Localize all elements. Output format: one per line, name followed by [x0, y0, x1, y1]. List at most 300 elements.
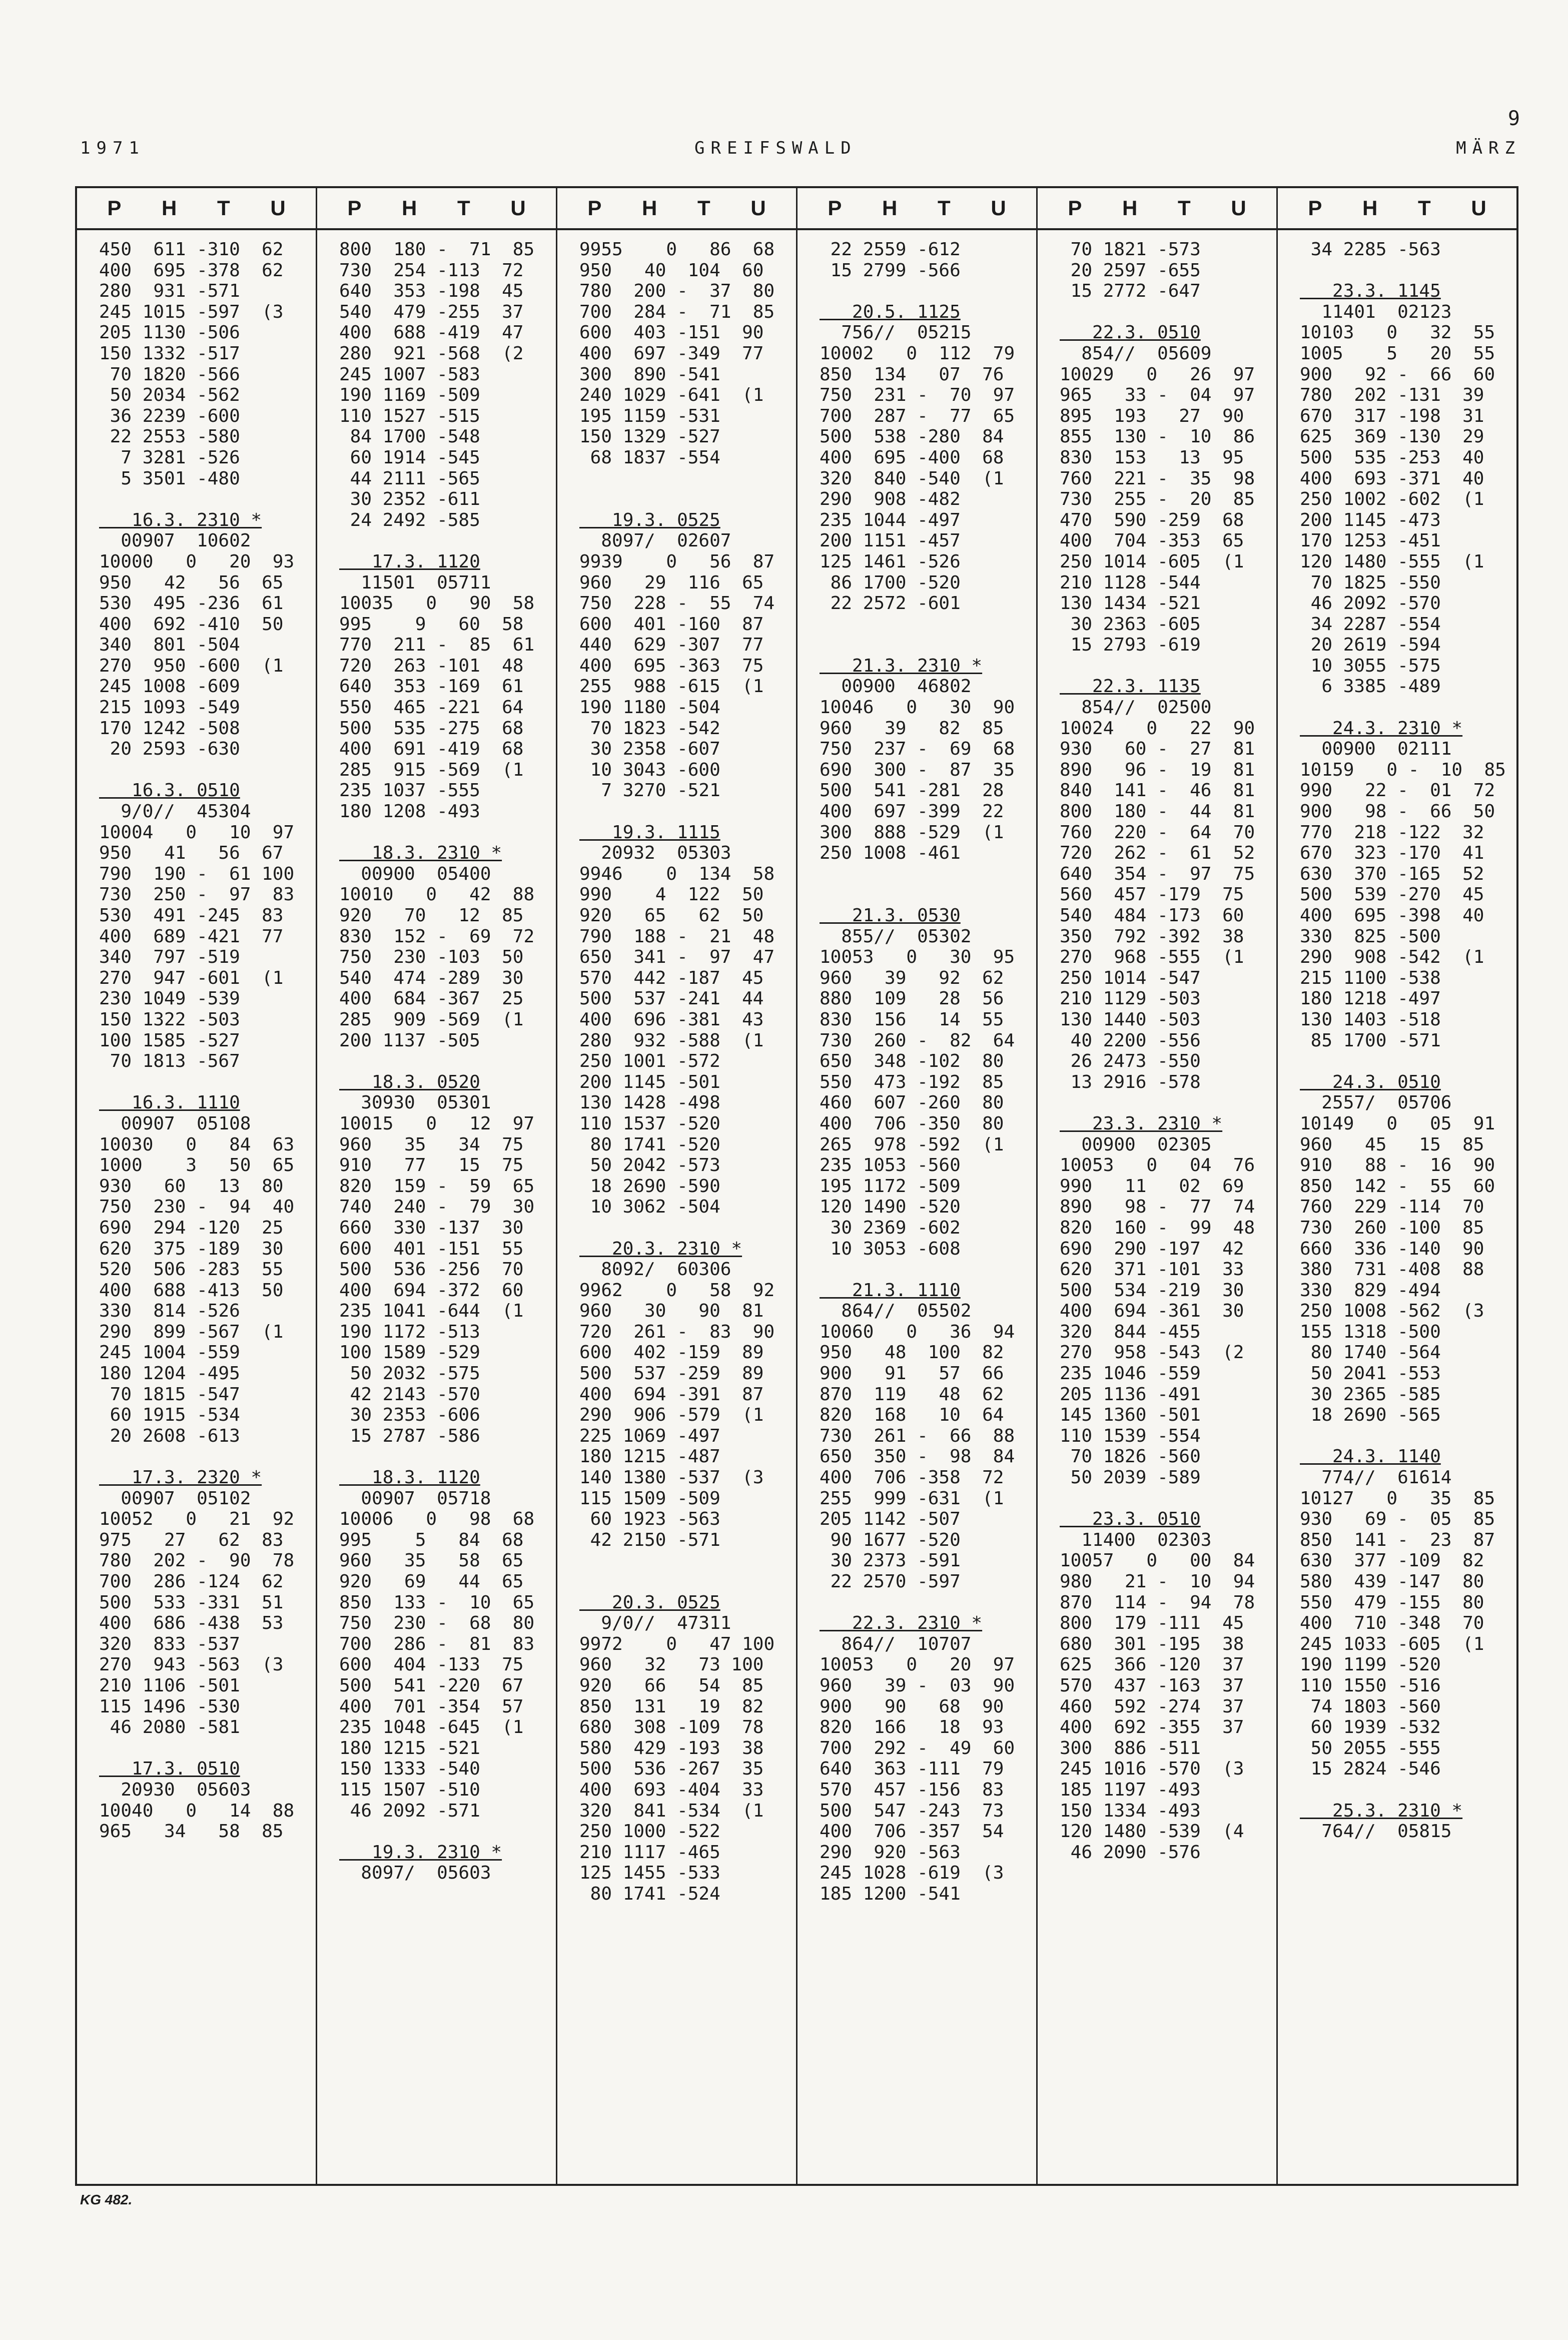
data-row: 500 537 -259 89 [579, 1363, 764, 1384]
data-row: 650 341 - 97 47 [579, 947, 775, 968]
data-row: 15 2772 -647 [1060, 281, 1201, 302]
data-row: 864// 05502 [820, 1301, 972, 1322]
sounding-heading: 18.3. 1120 [339, 1467, 480, 1488]
data-row: 720 262 - 61 52 [1060, 843, 1255, 864]
data-row: 1005 5 20 55 [1300, 343, 1495, 364]
data-row: 235 1041 -644 (1 [339, 1301, 524, 1322]
data-row: 400 688 -413 50 [99, 1280, 284, 1301]
data-row: 400 694 -361 30 [1060, 1301, 1244, 1322]
sounding-heading: 20.3. 2310 * [579, 1238, 742, 1259]
data-row: 10103 0 32 55 [1300, 322, 1495, 343]
data-row: 265 978 -592 (1 [820, 1134, 1004, 1155]
data-row: 756// 05215 [820, 322, 972, 343]
data-row: 910 77 15 75 [339, 1155, 524, 1176]
data-row: 570 437 -163 37 [1060, 1675, 1244, 1696]
data-row: 930 60 - 27 81 [1060, 739, 1255, 760]
data-row: 500 533 -331 51 [99, 1592, 284, 1613]
data-row: 270 947 -601 (1 [99, 967, 284, 988]
data-row: 86 1700 -520 [820, 572, 961, 593]
sounding-heading: 19.3. 0525 [579, 509, 720, 530]
data-row: 870 119 48 62 [820, 1384, 1004, 1405]
data-row: 400 692 -410 50 [99, 614, 284, 635]
column-header-label: P [107, 196, 122, 220]
data-row: 900 91 57 66 [820, 1363, 1004, 1384]
data-row: 730 261 - 66 88 [820, 1425, 1015, 1446]
data-row: 10057 0 00 84 [1060, 1550, 1255, 1571]
data-row: 500 541 -281 28 [820, 780, 1004, 801]
column-header-label: U [270, 196, 286, 220]
data-row: 36 2239 -600 [99, 405, 240, 426]
data-row: 46 2090 -576 [1060, 1842, 1201, 1863]
data-row: 46 2092 -570 [1300, 593, 1441, 614]
data-row: 200 1145 -501 [579, 1071, 720, 1092]
data-row: 400 695 -363 75 [579, 655, 764, 676]
spacer [579, 468, 788, 489]
data-row: 70 1823 -542 [579, 718, 720, 739]
column-header [317, 188, 556, 230]
data-row: 270 968 -555 (1 [1060, 947, 1244, 968]
data-row: 850 134 07 76 [820, 364, 1004, 385]
column-header-label: U [991, 196, 1006, 220]
data-row: 30 2353 -606 [339, 1405, 480, 1426]
sounding-heading: 20.3. 0525 [579, 1592, 720, 1613]
data-row: 720 263 -101 48 [339, 655, 524, 676]
data-row: 500 536 -267 35 [579, 1759, 764, 1780]
sounding-heading: 17.3. 2320 * [99, 1467, 262, 1488]
data-row: 250 1014 -547 [1060, 967, 1201, 988]
data-row: 770 218 -122 32 [1300, 822, 1484, 843]
data-row: 00907 10602 [99, 530, 251, 551]
data-row: 400 686 -438 53 [99, 1613, 284, 1634]
data-row: 10029 0 26 97 [1060, 364, 1255, 385]
data-row: 730 260 - 82 64 [820, 1030, 1015, 1051]
data-row: 150 1333 -540 [339, 1759, 480, 1780]
data-row: 18 2690 -565 [1300, 1405, 1441, 1426]
data-row: 500 535 -275 68 [339, 718, 524, 739]
data-row: 210 1106 -501 [99, 1675, 240, 1696]
data-row: 730 250 - 97 83 [99, 884, 295, 905]
data-row: 330 814 -526 [99, 1301, 240, 1322]
data-row: 854// 05609 [1060, 343, 1212, 364]
sounding-heading: 19.3. 1115 [579, 822, 720, 843]
sounding-heading: 23.3. 2310 * [1060, 1113, 1223, 1134]
data-row: 115 1496 -530 [99, 1696, 240, 1717]
column-header-label: U [510, 196, 526, 220]
data-row: 60 1914 -545 [339, 447, 480, 468]
data-row: 550 473 -192 85 [820, 1071, 1004, 1092]
data-row: 245 1016 -570 (3 [1060, 1759, 1244, 1780]
data-row: 930 60 13 80 [99, 1176, 284, 1197]
header-year: 1971 [80, 138, 145, 158]
column-header-label: U [750, 196, 766, 220]
data-row: 30 2369 -602 [820, 1217, 961, 1238]
data-row: 90 1677 -520 [820, 1529, 961, 1550]
data-row: 730 255 - 20 85 [1060, 489, 1255, 510]
data-row: 270 950 -600 (1 [99, 655, 284, 676]
spacer [1060, 656, 1268, 677]
data-row: 230 1049 -539 [99, 988, 240, 1009]
data-row: 210 1117 -465 [579, 1842, 720, 1863]
data-row: 00907 05108 [99, 1113, 251, 1134]
data-row: 450 611 -310 62 [99, 239, 284, 260]
data-row: 670 323 -170 41 [1300, 843, 1484, 864]
data-row: 255 988 -615 (1 [579, 676, 764, 697]
data-row: 30 2365 -585 [1300, 1384, 1441, 1405]
data-row: 930 69 - 05 85 [1300, 1509, 1495, 1530]
column-header-label: P [1068, 196, 1082, 220]
page-header [80, 138, 1521, 168]
data-row: 960 45 15 85 [1300, 1134, 1484, 1155]
data-row: 140 1380 -537 (3 [579, 1467, 764, 1488]
sounding-heading: 16.3. 1110 [99, 1092, 240, 1113]
data-row: 790 188 - 21 48 [579, 926, 775, 947]
spacer [579, 1218, 788, 1239]
data-row: 910 88 - 16 90 [1300, 1155, 1495, 1176]
data-row: 185 1200 -541 [820, 1883, 961, 1904]
sounding-heading: 19.3. 2310 * [339, 1842, 502, 1863]
data-row: 10053 0 04 76 [1060, 1155, 1255, 1176]
table-column [557, 188, 798, 2184]
data-row: 245 1008 -609 [99, 676, 240, 697]
data-row: 74 1803 -560 [1300, 1696, 1441, 1717]
column-body [798, 230, 1036, 1905]
data-row: 600 401 -151 55 [339, 1238, 524, 1259]
data-row: 22 2559 -612 [820, 239, 961, 260]
data-row: 960 39 82 85 [820, 718, 1004, 739]
data-row: 10149 0 05 91 [1300, 1113, 1495, 1134]
data-row: 700 286 - 81 83 [339, 1633, 535, 1654]
data-row: 125 1455 -533 [579, 1863, 720, 1884]
data-row: 285 909 -569 (1 [339, 1009, 524, 1030]
sounding-heading: 23.3. 0510 [1060, 1509, 1201, 1530]
data-row: 800 179 -111 45 [1060, 1613, 1244, 1634]
data-row: 400 693 -404 33 [579, 1779, 764, 1800]
table-column [1278, 188, 1516, 2184]
data-row: 180 1215 -487 [579, 1446, 720, 1467]
column-header-label: H [882, 196, 898, 220]
spacer [1300, 260, 1508, 281]
data-row: 520 506 -283 55 [99, 1259, 284, 1280]
column-body [77, 230, 316, 1842]
data-row: 9/0// 45304 [99, 801, 251, 822]
data-row: 890 96 - 19 81 [1060, 759, 1255, 780]
column-body [557, 230, 796, 1905]
data-row: 820 159 - 59 65 [339, 1176, 535, 1197]
data-row: 30 2363 -605 [1060, 614, 1201, 635]
spacer [339, 822, 548, 843]
data-row: 630 370 -165 52 [1300, 863, 1484, 884]
data-row: 270 943 -563 (3 [99, 1654, 284, 1675]
data-row: 440 629 -307 77 [579, 635, 764, 656]
data-row: 400 706 -358 72 [820, 1467, 1004, 1488]
data-row: 380 731 -408 88 [1300, 1259, 1484, 1280]
column-header [557, 188, 796, 230]
data-row: 195 1172 -509 [820, 1176, 961, 1197]
data-row: 60 1939 -532 [1300, 1717, 1441, 1738]
data-row: 30 2352 -611 [339, 489, 480, 510]
sounding-heading: 24.3. 1140 [1300, 1446, 1441, 1467]
data-row: 400 704 -353 65 [1060, 530, 1244, 551]
data-row: 690 290 -197 42 [1060, 1238, 1244, 1259]
data-row: 120 1480 -555 (1 [1300, 551, 1484, 572]
data-row: 24 2492 -585 [339, 509, 480, 530]
data-row: 20 2608 -613 [99, 1425, 240, 1446]
data-row: 00900 02111 [1300, 739, 1452, 760]
column-header-label: T [457, 196, 470, 220]
data-row: 44 2111 -565 [339, 468, 480, 489]
data-row: 290 920 -563 [820, 1842, 961, 1863]
data-row: 650 350 - 98 84 [820, 1446, 1015, 1467]
sounding-heading: 18.3. 2310 * [339, 843, 502, 864]
spacer [99, 1446, 308, 1467]
data-row: 245 1004 -559 [99, 1342, 240, 1363]
data-row: 300 886 -511 [1060, 1737, 1201, 1759]
data-row: 00900 02305 [1060, 1134, 1212, 1155]
data-row: 950 48 100 82 [820, 1342, 1004, 1363]
data-row: 15 2824 -546 [1300, 1759, 1441, 1780]
data-row: 11401 02123 [1300, 301, 1452, 322]
data-row: 70 1820 -566 [99, 364, 240, 385]
spacer [1060, 1488, 1268, 1509]
data-row: 250 1001 -572 [579, 1051, 720, 1072]
data-row: 50 2034 -562 [99, 385, 240, 406]
data-row: 30930 05301 [339, 1092, 491, 1113]
data-row: 400 684 -367 25 [339, 988, 524, 1009]
data-row: 560 457 -179 75 [1060, 884, 1244, 905]
data-row: 890 98 - 77 74 [1060, 1197, 1255, 1218]
data-row: 70 1826 -560 [1060, 1446, 1201, 1467]
spacer [339, 1821, 548, 1842]
data-row: 26 2473 -550 [1060, 1051, 1201, 1072]
data-row: 240 1029 -641 (1 [579, 385, 764, 406]
data-row: 9972 0 47 100 [579, 1633, 775, 1654]
data-row: 670 317 -198 31 [1300, 405, 1484, 426]
column-header-label: H [642, 196, 657, 220]
data-row: 965 34 58 85 [99, 1821, 284, 1842]
data-row: 500 547 -243 73 [820, 1800, 1004, 1821]
spacer [1300, 1051, 1508, 1072]
data-row: 10006 0 98 68 [339, 1509, 535, 1530]
data-row: 10060 0 36 94 [820, 1321, 1015, 1342]
data-row: 850 141 - 23 87 [1300, 1529, 1495, 1550]
data-row: 774// 61614 [1300, 1467, 1452, 1488]
data-row: 10000 0 20 93 [99, 551, 295, 572]
data-row: 530 495 -236 61 [99, 593, 284, 614]
sounding-heading: 17.3. 1120 [339, 551, 480, 572]
data-row: 920 70 12 85 [339, 905, 524, 926]
data-row: 660 336 -140 90 [1300, 1238, 1484, 1259]
data-row: 190 1180 -504 [579, 697, 720, 718]
data-row: 900 90 68 90 [820, 1696, 1004, 1717]
data-row: 400 695 -400 68 [820, 447, 1004, 468]
data-row: 250 1002 -602 (1 [1300, 489, 1484, 510]
data-row: 960 35 34 75 [339, 1134, 524, 1155]
data-row: 50 2041 -553 [1300, 1363, 1441, 1384]
data-row: 660 330 -137 30 [339, 1217, 524, 1238]
column-header [1278, 188, 1516, 230]
data-row: 10 3062 -504 [579, 1197, 720, 1218]
data-row: 640 353 -198 45 [339, 281, 524, 302]
data-row: 150 1334 -493 [1060, 1800, 1201, 1821]
data-row: 400 697 -399 22 [820, 801, 1004, 822]
data-row: 830 152 - 69 72 [339, 926, 535, 947]
data-row: 300 888 -529 (1 [820, 822, 1004, 843]
data-row: 780 202 - 90 78 [99, 1550, 295, 1571]
data-row: 680 308 -109 78 [579, 1717, 764, 1738]
data-row: 840 141 - 46 81 [1060, 780, 1255, 801]
data-row: 750 230 - 94 40 [99, 1197, 295, 1218]
data-row: 990 11 02 69 [1060, 1176, 1244, 1197]
data-row: 540 484 -173 60 [1060, 905, 1244, 926]
data-row: 11400 02303 [1060, 1529, 1212, 1550]
data-row: 100 1585 -527 [99, 1030, 240, 1051]
data-row: 190 1172 -513 [339, 1321, 480, 1342]
data-row: 250 1014 -605 (1 [1060, 551, 1244, 572]
column-header-label: P [828, 196, 842, 220]
data-row: 830 156 14 55 [820, 1009, 1004, 1030]
data-row: 960 29 116 65 [579, 572, 764, 593]
data-row: 500 539 -270 45 [1300, 884, 1484, 905]
data-row: 130 1440 -503 [1060, 1009, 1201, 1030]
data-row: 8092/ 60306 [579, 1259, 731, 1280]
data-row: 750 230 -103 50 [339, 947, 524, 968]
data-row: 400 689 -421 77 [99, 926, 284, 947]
data-row: 210 1128 -544 [1060, 572, 1201, 593]
data-row: 470 590 -259 68 [1060, 509, 1244, 530]
data-row: 950 40 104 60 [579, 260, 764, 281]
data-row: 110 1539 -554 [1060, 1425, 1201, 1446]
data-row: 600 402 -159 89 [579, 1342, 764, 1363]
data-row: 820 160 - 99 48 [1060, 1217, 1255, 1238]
data-row: 245 1033 -605 (1 [1300, 1633, 1484, 1654]
data-row: 80 1740 -564 [1300, 1342, 1441, 1363]
data-row: 870 114 - 94 78 [1060, 1592, 1255, 1613]
data-row: 180 1218 -497 [1300, 988, 1441, 1009]
spacer [579, 1571, 788, 1592]
data-row: 215 1100 -538 [1300, 967, 1441, 988]
data-row: 10053 0 20 97 [820, 1654, 1015, 1675]
column-header-label: H [162, 196, 177, 220]
column-body [317, 230, 556, 1884]
data-row: 965 33 - 04 97 [1060, 385, 1255, 406]
data-row: 20 2619 -594 [1300, 635, 1441, 656]
data-row: 9955 0 86 68 [579, 239, 775, 260]
data-row: 170 1253 -451 [1300, 530, 1441, 551]
data-row: 290 908 -542 (1 [1300, 947, 1484, 968]
data-row: 10030 0 84 63 [99, 1134, 295, 1155]
data-row: 500 541 -220 67 [339, 1675, 524, 1696]
data-row: 250 1000 -522 [579, 1821, 720, 1842]
spacer [99, 760, 308, 781]
data-row: 46 2080 -581 [99, 1717, 240, 1738]
data-row: 10046 0 30 90 [820, 697, 1015, 718]
data-row: 10159 0 - 10 85 [1300, 759, 1506, 780]
spacer [339, 530, 548, 551]
data-row: 730 254 -113 72 [339, 260, 524, 281]
data-row: 00907 05718 [339, 1488, 491, 1509]
data-row: 30 2358 -607 [579, 739, 720, 760]
data-row: 864// 10707 [820, 1633, 972, 1654]
data-row: 400 697 -349 77 [579, 343, 764, 364]
data-row: 80 1741 -524 [579, 1883, 720, 1904]
data-row: 960 32 73 100 [579, 1654, 764, 1675]
data-row: 580 429 -193 38 [579, 1737, 764, 1759]
data-row: 40 2200 -556 [1060, 1030, 1201, 1051]
data-row: 600 403 -151 90 [579, 322, 764, 343]
data-row: 70 1813 -567 [99, 1051, 240, 1072]
column-header [1038, 188, 1276, 230]
column-header-label: P [587, 196, 602, 220]
column-header-label: H [402, 196, 417, 220]
data-row: 60 1923 -563 [579, 1509, 720, 1530]
data-row: 530 491 -245 83 [99, 905, 284, 926]
data-row: 10040 0 14 88 [99, 1800, 295, 1821]
column-body [1038, 230, 1276, 1863]
data-row: 15 2793 -619 [1060, 635, 1201, 656]
data-row: 115 1507 -510 [339, 1779, 480, 1800]
data-row: 400 701 -354 57 [339, 1696, 524, 1717]
header-station: GREIFSWALD [694, 138, 857, 158]
table-column [317, 188, 557, 2184]
data-row: 690 294 -120 25 [99, 1217, 284, 1238]
spacer [820, 864, 1028, 885]
data-row: 205 1136 -491 [1060, 1384, 1201, 1405]
data-row: 110 1537 -520 [579, 1113, 720, 1134]
data-row: 680 301 -195 38 [1060, 1633, 1244, 1654]
data-row: 975 27 62 83 [99, 1529, 284, 1550]
sounding-table [75, 186, 1518, 2186]
data-row: 270 958 -543 (2 [1060, 1342, 1244, 1363]
data-row: 540 474 -289 30 [339, 967, 524, 988]
data-row: 10002 0 112 79 [820, 343, 1015, 364]
sounding-heading: 16.3. 0510 [99, 780, 240, 801]
data-row: 150 1329 -527 [579, 426, 720, 447]
data-row: 200 1137 -505 [339, 1030, 480, 1051]
sounding-heading: 23.3. 1145 [1300, 281, 1441, 302]
data-row: 900 98 - 66 50 [1300, 801, 1495, 822]
spacer [579, 801, 788, 822]
data-row: 980 21 - 10 94 [1060, 1571, 1255, 1592]
data-row: 400 693 -371 40 [1300, 468, 1484, 489]
data-row: 600 401 -160 87 [579, 614, 764, 635]
sounding-heading: 20.5. 1125 [820, 301, 961, 322]
data-row: 115 1509 -509 [579, 1488, 720, 1509]
data-row: 22 2553 -580 [99, 426, 240, 447]
column-header-label: H [1122, 196, 1138, 220]
data-row: 820 168 10 64 [820, 1405, 1004, 1426]
data-row: 280 931 -571 [99, 281, 240, 302]
data-row: 10024 0 22 90 [1060, 718, 1255, 739]
column-body [1278, 230, 1516, 1842]
data-row: 42 2150 -571 [579, 1529, 720, 1550]
data-row: 235 1037 -555 [339, 780, 480, 801]
data-row: 960 35 58 65 [339, 1550, 524, 1571]
spacer [1300, 1426, 1508, 1447]
data-row: 350 792 -392 38 [1060, 926, 1244, 947]
data-row: 10 3055 -575 [1300, 655, 1441, 676]
data-row: 630 377 -109 82 [1300, 1550, 1484, 1571]
data-row: 500 535 -253 40 [1300, 447, 1484, 468]
data-row: 10 3053 -608 [820, 1238, 961, 1259]
data-row: 245 1028 -619 (3 [820, 1863, 1004, 1884]
data-row: 540 479 -255 37 [339, 301, 524, 322]
data-row: 50 2032 -575 [339, 1363, 480, 1384]
data-row: 5 3501 -480 [99, 468, 240, 489]
data-row: 20 2597 -655 [1060, 260, 1201, 281]
data-row: 740 240 - 79 30 [339, 1197, 535, 1218]
spacer [1300, 697, 1508, 718]
data-row: 190 1199 -520 [1300, 1654, 1441, 1675]
